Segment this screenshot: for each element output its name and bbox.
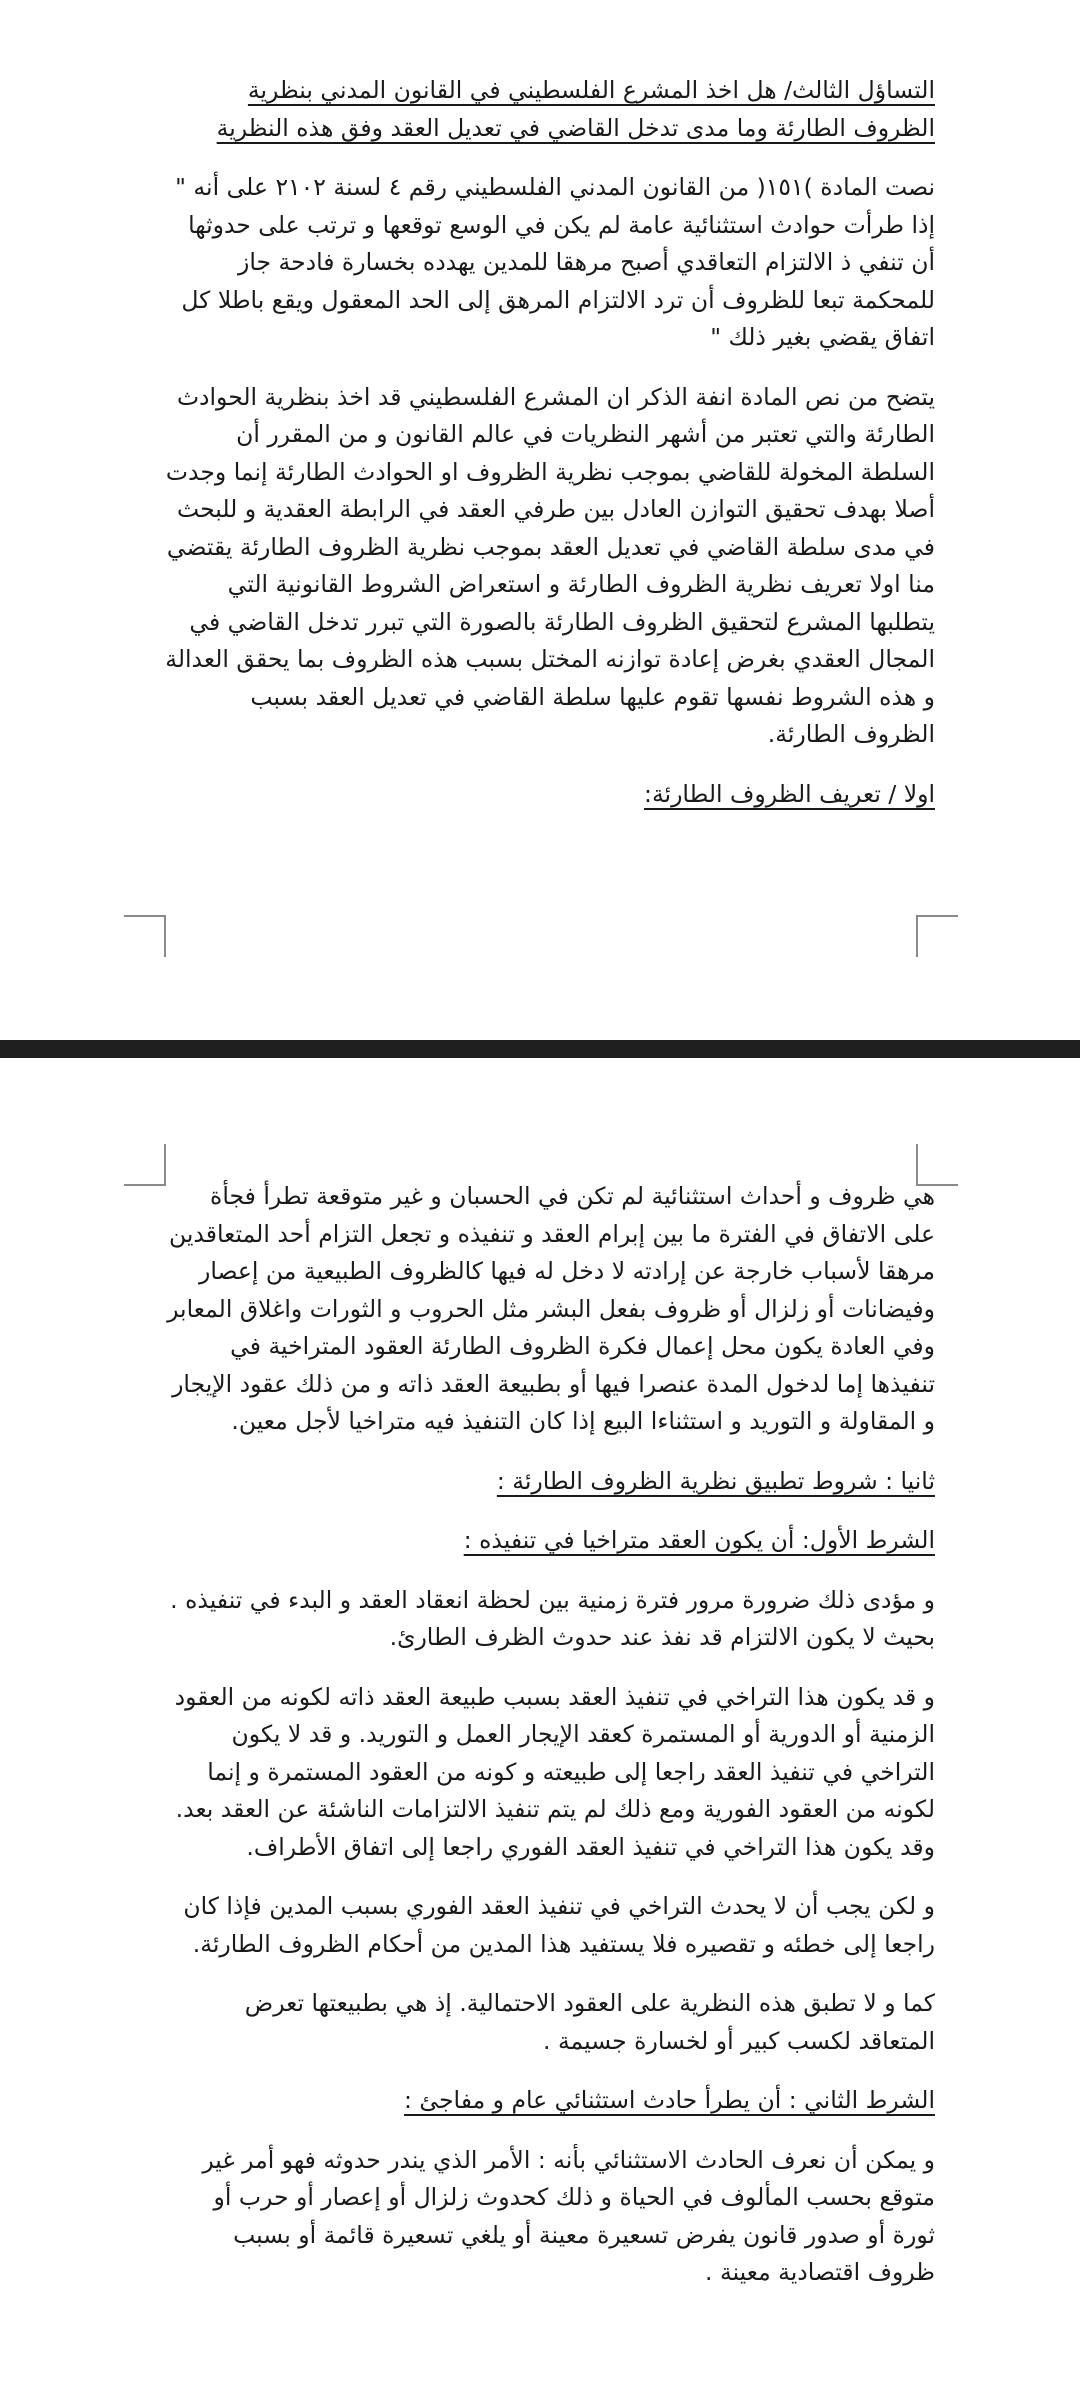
condition-1-paragraph-1: و مؤدى ذلك ضرورة مرور فترة زمنية بين لحظة انعقاد العقد و البدء في تنفيذه . بحيث لا يكون الالتزام قد نفذ عند حدوث الظرف الطارئ. bbox=[170, 1585, 935, 1651]
question-heading: التساؤل الثالث/ هل اخذ المشرع الفلسطيني في القانون المدني بنظرية الظروف الطارئة وما مدى تدخل القاضي في تعديل العقد وفق هذه النظرية bbox=[216, 76, 935, 142]
document-page-1 bbox=[0, 0, 1080, 1040]
section-heading-definition: اولا / تعريف الظروف الطارئة: bbox=[644, 779, 935, 808]
analysis-paragraph: يتضح من نص المادة انفة الذكر ان المشرع الفلسطيني قد اخذ بنظرية الحوادث الطارئة والتي تعتبر من أشهر النظريات في عالم القانون و من المقرر أن السلطة المخولة للقاضي بموجب نظرية الظروف او الحوادث الطارئة إنما وجدت أصلا بهدف تحقيق التوازن العادل بين طرفي العقد في الرابطة العقدية و للبحث في مدى سلطة القاضي في تعديل العقد بموجب نظرية الظروف الطارئة يقتضي منا اولا تعريف نظرية الظروف الطارئة و استعراض الشروط القانونية التي يتطلبها المشرع لتحقيق الظروف الطارئة بالصورة التي تبرر تدخل القاضي في المجال العقدي بغرض إعادة توازنه المختل بسبب هذه الظروف بما يحقق العدالة و هذه الشروط نفسها تقوم عليها سلطة القاضي في تعديل العقد بسبب الظروف الطارئة. bbox=[165, 382, 935, 748]
section-heading-conditions: ثانيا : شروط تطبيق نظرية الظروف الطارئة : bbox=[496, 1466, 935, 1495]
crop-mark-bottom-left bbox=[124, 915, 166, 957]
crop-mark-bottom-right bbox=[916, 915, 958, 957]
condition-1-heading: الشرط الأول: أن يكون العقد متراخيا في تنفيذه : bbox=[463, 1526, 935, 1554]
condition-2-paragraph: و يمكن أن نعرف الحادث الاستثنائي بأنه : الأمر الذي يندر حدوثه فهو أمر غير متوقع بحسب المألوف في الحياة و ذلك كحدوث زلزال أو إعصار أو حرب أو ثورة أو صدور قانون يفرض تسعيرة معينة أو يلغي تسعيرة قائمة أو بسبب ظروف اقتصادية معينة . bbox=[202, 2145, 935, 2286]
article-151-quote: نصت المادة )١٥١( من القانون المدني الفلسطيني رقم ٤ لسنة ٢١٠٢ على أنه " إذا طرأت حوادث استثنائية عامة لم يكن في الوسع توقعها و ترتب على حدوثها أن تنفي ذ الالتزام التعاقدي أصبح مرهقا للمدين يهدده بخسارة فادحة جاز للمحكمة تبعا للظروف أن ترد الالتزام المرهق إلى الحد المعقول ويقع باطلا كل اتفاق يقضي بغير ذلك " bbox=[175, 173, 935, 351]
condition-1-paragraph-4: كما و لا تطبق هذه النظرية على العقود الاحتمالية. إذ هي بطبيعتها تعرض المتعاقد لكسب كبير أو لخسارة جسيمة . bbox=[244, 1989, 935, 2055]
page-separator bbox=[0, 1040, 1080, 1058]
condition-2-heading: الشرط الثاني : أن يطرأ حادث استثنائي عام و مفاجئ : bbox=[404, 2086, 935, 2114]
condition-1-paragraph-2: و قد يكون هذا التراخي في تنفيذ العقد بسبب طبيعة العقد ذاته لكونه من العقود الزمنية أو الدورية أو المستمرة كعقد الإيجار العمل و التوريد. و قد لا يكون التراخي في تنفيذ العقد راجعا إلى طبيعته و كونه من العقود المستمرة و إنما لكونه من العقود الفورية ومع ذلك لم يتم تنفيذ الالتزامات الناشئة عن العقد بعد. وقد يكون هذا التراخي في تنفيذ العقد الفوري راجعا إلى اتفاق الأطراف. bbox=[174, 1682, 935, 1861]
definition-paragraph: هي ظروف و أحداث استثنائية لم تكن في الحسبان و غير متوقعة تطرأ فجأة على الاتفاق في الفترة ما بين إبرام العقد و تنفيذه و تجعل التزام أحد المتعاقدين مرهقا لأسباب خارجة عن إرادته لا دخل له فيها كالظروف الطبيعية من إعصار وفيضانات أو زلزال أو ظروف بفعل البشر مثل الحروب و الثورات واغلاق المعابر وفي العادة يكون محل إعمال فكرة الظروف الطارئة العقود المتراخية في تنفيذها إما لدخول المدة عنصرا فيها أو بطبيعة العقد ذاته و من ذلك عقود الإيجار و المقاولة و التوريد و استثناءا البيع إذا كان التنفيذ فيه متراخيا لأجل معين. bbox=[167, 1182, 935, 1435]
crop-mark-top-left bbox=[124, 1144, 166, 1186]
document-page-2 bbox=[0, 1058, 1080, 2400]
page-2-body bbox=[165, 1178, 935, 2314]
condition-1-paragraph-3: و لكن يجب أن لا يحدث التراخي في تنفيذ العقد الفوري بسبب المدين فإذا كان راجعا إلى خطئه و تقصيره فلا يستفيد هذا المدين من أحكام الظروف الطارئة. bbox=[183, 1892, 935, 1958]
page-1-body bbox=[165, 72, 935, 835]
